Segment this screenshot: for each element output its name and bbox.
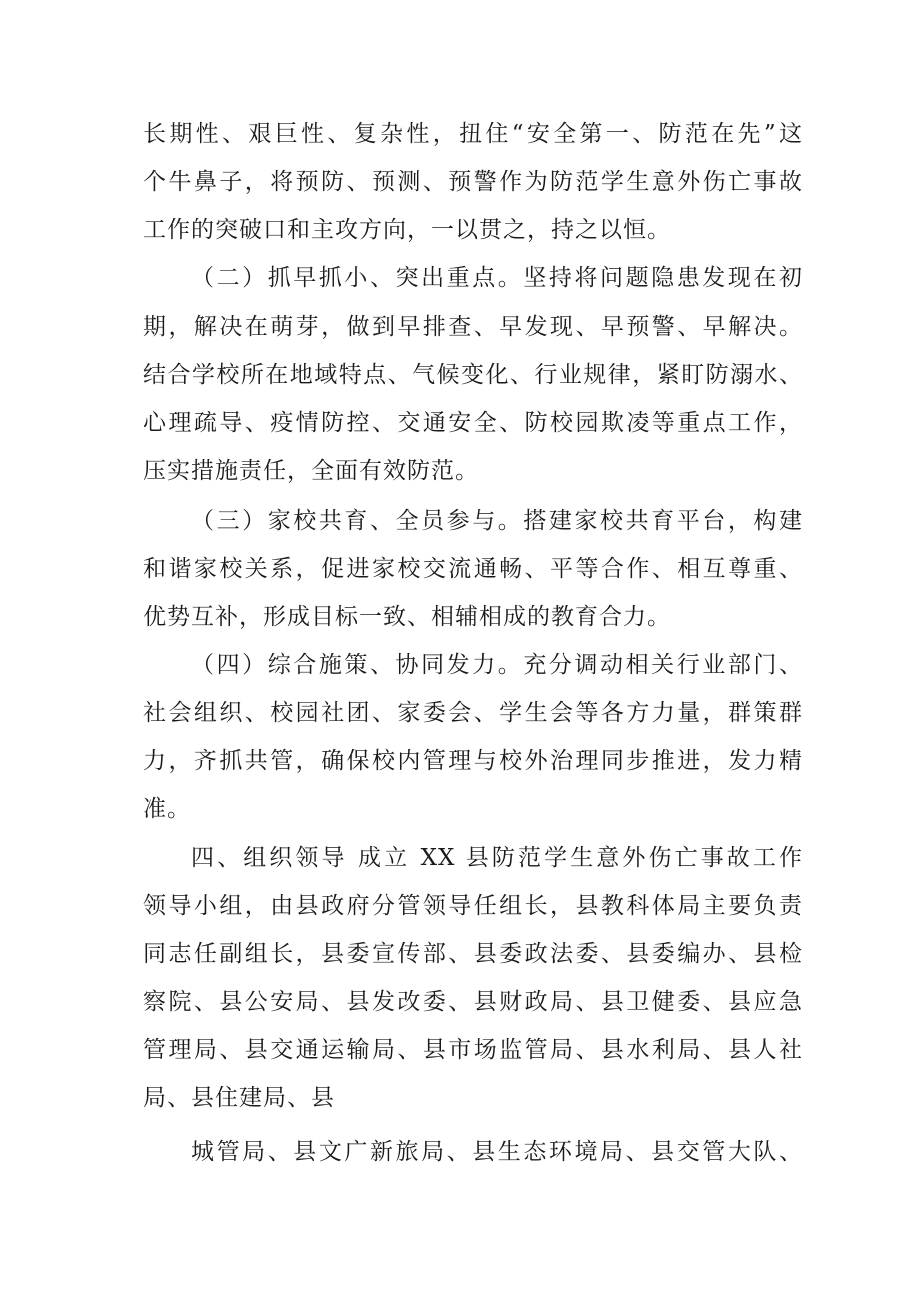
- paragraph-5-line-4: 察院、县公安局、县发改委、县财政局、县卫健委、县应急: [143, 989, 803, 1015]
- paragraph-1-line-1: 长期性、艰巨性、复杂性，扭住“安全第一、防范在先”这: [143, 121, 803, 147]
- paragraph-5-line-6: 局、县住建局、县: [143, 1085, 335, 1111]
- paragraph-2-line-1: （二）抓早抓小、突出重点。坚持将问题隐患发现在初: [191, 265, 803, 291]
- paragraph-4-line-1: （四）综合施策、协同发力。充分调动相关行业部门、: [191, 652, 803, 678]
- paragraph-2-line-3: 结合学校所在地域特点、气候变化、行业规律，紧盯防溺水、: [143, 362, 803, 388]
- paragraph-5-line-1: 四、组织领导 成立 XX 县防范学生意外伤亡事故工作: [191, 845, 803, 871]
- paragraph-2-line-5: 压实措施责任，全面有效防范。: [143, 458, 479, 484]
- paragraph-3-line-1: （三）家校共育、全员参与。搭建家校共育平台，构建: [191, 508, 803, 534]
- paragraph-1-line-2: 个牛鼻子，将预防、预测、预警作为防范学生意外伤亡事故: [143, 169, 803, 195]
- paragraph-4-line-3: 力，齐抓共管，确保校内管理与校外治理同步推进，发力精: [143, 748, 803, 774]
- paragraph-2-line-4: 心理疏导、疫情防控、交通安全、防校园欺凌等重点工作，: [143, 410, 803, 436]
- paragraph-3-line-2: 和谐家校关系，促进家校交流通畅、平等合作、相互尊重、: [143, 556, 803, 582]
- paragraph-5-line-2: 领导小组，由县政府分管领导任组长，县教科体局主要负责: [143, 893, 803, 919]
- paragraph-6-line-1: 城管局、县文广新旅局、县生态环境局、县交管大队、: [191, 1139, 803, 1165]
- paragraph-5-line-3: 同志任副组长，县委宣传部、县委政法委、县委编办、县检: [143, 941, 803, 967]
- paragraph-1-line-3: 工作的突破口和主攻方向，一以贯之，持之以恒。: [143, 217, 671, 243]
- paragraph-2-line-2: 期，解决在萌芽，做到早排查、早发现、早预警、早解决。: [143, 314, 803, 340]
- paragraph-4-line-4: 准。: [143, 796, 191, 822]
- paragraph-3-line-3: 优势互补，形成目标一致、相辅相成的教育合力。: [143, 604, 671, 630]
- paragraph-5-line-5: 管理局、县交通运输局、县市场监管局、县水利局、县人社: [143, 1037, 803, 1063]
- paragraph-4-line-2: 社会组织、校园社团、家委会、学生会等各方力量，群策群: [143, 700, 803, 726]
